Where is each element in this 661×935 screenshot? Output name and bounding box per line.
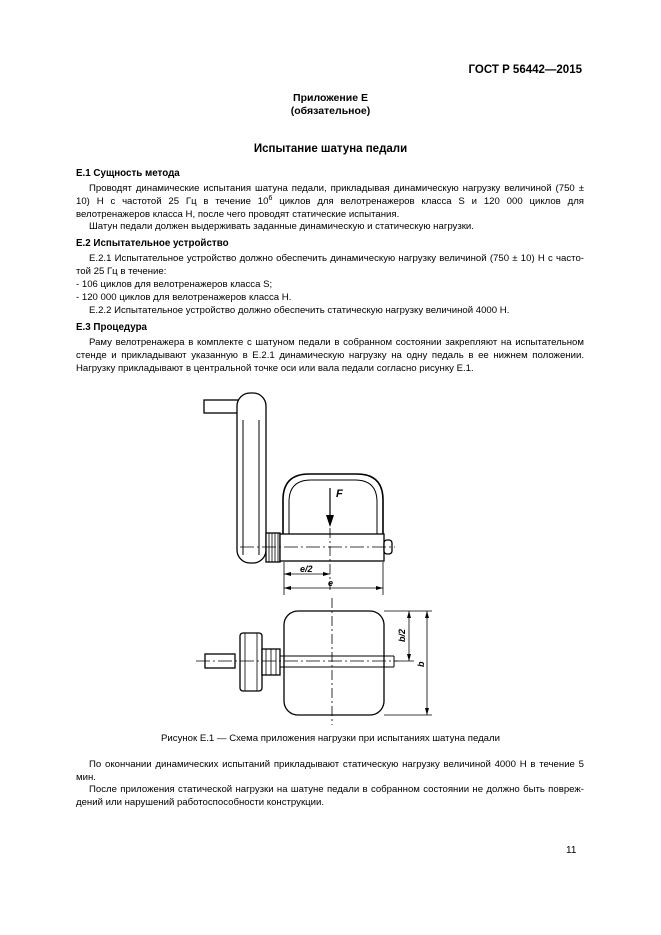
e-label: e	[328, 578, 334, 588]
heading-e2: Е.2 Испытательное устройство	[76, 238, 229, 249]
paragraph-e1-text-a: Проводят динамические испытания шатуна педали, прикладывая динамическую нагрузку величиной (750 ± 10) Н с частотой 25 Гц в течение 10	[76, 183, 584, 208]
half-e-label: e/2	[300, 564, 313, 574]
figure-caption: Рисунок Е.1 — Схема приложения нагрузки при испытаниях шатуна педали	[161, 733, 500, 744]
paragraph-after-dynamic: По окончании динамических испытаний прикладывают статическую нагрузку величиной 4000 Н в течение 5 мин.	[76, 759, 584, 784]
section-title: Испытание шатуна педали	[253, 143, 408, 155]
heading-e3: Е.3 Процедура	[76, 322, 147, 333]
list-item-class-h: - 120 000 циклов для велотренажеров класса Н.	[76, 292, 292, 303]
annex-status: (обязательное)	[290, 105, 371, 117]
b-label: b	[416, 661, 426, 667]
list-item-class-s: - 106 циклов для велотренажеров класса S;	[76, 279, 273, 290]
paragraph-e1-superscript: 6	[268, 195, 273, 203]
paragraph-e1-requirement: Шатун педали должен выдерживать заданные динамическую и статическую нагрузки.	[89, 221, 474, 232]
standard-number: ГОСТ Р 56442—2015	[468, 64, 582, 76]
heading-e1: Е.1 Сущность метода	[76, 168, 180, 179]
half-b-label: b/2	[397, 628, 407, 642]
paragraph-e3-procedure: Раму велотренажера в комплекте с шатуном педали в собранном состоянии закрепляют на испытательном стенде и прикладывают указанную в Е.2.1 динамическую нагрузку на одну педаль в ее нижнем положении. Нагрузку прикладывают в центральной точке оси или вала педали согласно рисунку Е.1.	[76, 337, 584, 375]
paragraph-e2-2: Е.2.2 Испытательное устройство должно обеспечить статическую нагрузку величиной 4000 Н.	[89, 305, 510, 316]
paragraph-after-static: После приложения статической нагрузки на шатуне педали в собранном состоянии не должно быть повреждений или нарушений работоспособности конструкции.	[76, 784, 584, 809]
force-label: F	[336, 488, 343, 500]
paragraph-e1-text-b: циклов для велотренажеров класса S и 120 000 циклов для велотренажеров класса Н, после чего проводят статические испытания.	[76, 196, 584, 221]
paragraph-e2-1: Е.2.1 Испытательное устройство должно обеспечить динамическую нагрузку величиной (750 ± 10) Н с частотой 25 Гц в течение:	[76, 253, 584, 278]
annex-title: Приложение Е	[293, 92, 368, 104]
page-number: 11	[566, 845, 577, 856]
